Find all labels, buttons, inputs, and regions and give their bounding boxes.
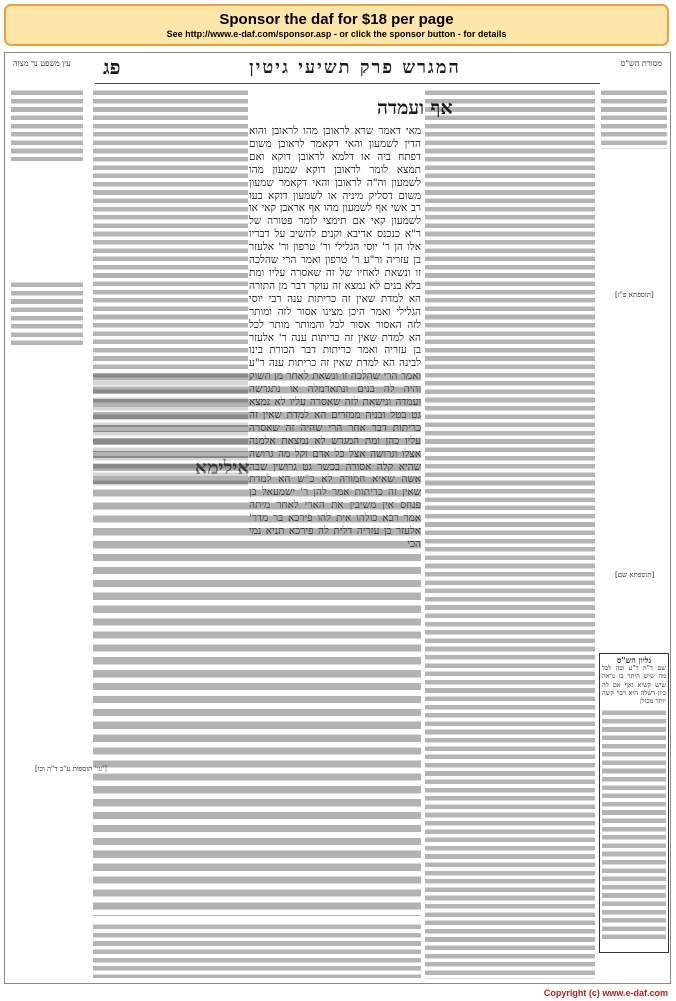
sponsor-title[interactable]: Sponsor the daf for $18 per page bbox=[219, 11, 454, 28]
daf-number: פג bbox=[103, 55, 121, 79]
gemara-opening-word: אף ועמדה bbox=[377, 97, 453, 119]
talmud-page bbox=[4, 52, 671, 984]
tosafot-lower bbox=[93, 923, 421, 978]
side-note-right-2: [תוספתא שם] bbox=[615, 571, 655, 579]
ein-mishpat-column bbox=[11, 89, 83, 299]
side-note-left: [עי' תוספות ע"ב ד"ה וכו'] bbox=[35, 765, 107, 773]
gilyon-title: גליון הש"ס bbox=[616, 655, 652, 665]
header-rule bbox=[95, 83, 600, 84]
masoret-hashas-header: מסורת הש"ס bbox=[620, 59, 662, 68]
gemara-word-ilima: אילימא bbox=[195, 457, 250, 479]
gilyon-text: שם ד"ה ר"ע ובה לכל מה שיש היתר בו נראה שיש קשיא ואף אם לה כיון דשלה היא דבר קשה יותר מכולן bbox=[602, 664, 666, 706]
masoret-column bbox=[601, 89, 667, 609]
sponsor-banner[interactable] bbox=[4, 4, 669, 46]
sponsor-subtitle: See http://www.e-daf.com/sponsor.asp - or click the sponsor button - for details bbox=[166, 29, 507, 39]
rashi-column bbox=[425, 89, 595, 994]
ein-mishpat-header: עין משפט נר מצוה bbox=[13, 59, 71, 68]
chapter-title: המגרש פרק תשיעי גיטין bbox=[249, 57, 461, 78]
gemara-text-upper: מאי דאמר שרא לראובן מהו לראובן והוא הדין לשמעון והאי דקאמר לראובן משום דפתח ביה או דלמא לראובן דוקא ואם תמצא לומר לראובן דוקא שמעון מהו לשמעון וה"ה לראובן והאי דקאמר שמעון משום דסליק מיניה או לשמעון דוקא בעו רב אשי אף לשמעון מהו אף אראבן קאי או לשמעון קאי אם תימצי לומר פטורה של ר"א כנכנס אריבא וקנים להשיב על דבריו אלו הן ר' יוסי הגלילי ור' טרפון ור' אלעזר בן עזריה ור"ע ר' טרפון ואמר הרי שהלכה זו ונשאת לאחיו של זה שאסרה עליו ומת בלא בנים לא נמצא זה עוקר דבר מן התורה הא למדת שאין זה כריתות ענה רבי יוסי הגלילי ואמר היכן מצינו אסור לזה ומותר לזה האסור אסור לכל והמותר מותר לכל הא למדת שאין זה כריתות ענה ר' אלעזר בן עזריה ואמר כריתות דבר הכורת בינו לבינה הא למדת שאין זה כריתות ענה ר"ע ואמר הרי שהלכה זו ונשאת לאחר מן השוק והיה לה בנים ונתארמלה או נתגרשה ועמדה ונישאת לזה שאסרה עליו לא נמצא גט בטל ובניה ממזרים הא למדת שאין זה כריתות דבר אחר הרי שהיה זה שאסרה עליו כהן ומת המגרש לא נמצאת אלמנה אצלו וגרושה אצל כל אדם וקל מה גרושה שהיא קלה אסורה בכשר גט גרושין שבה אשה שאיא חמורה לא כ"ש הא למדת שאין זה כריתות אמר להן ר' ישמעאל בן פנחס אין משיבין את הארי לאחר מיתה אמר רבא כולהו אית להו פירכא בר מדר' אלעזר בן עזריה דלית לה פירכא תניא נמי הכי bbox=[249, 125, 421, 550]
side-note-right-1: [תוספתא פ"ז] bbox=[615, 291, 654, 299]
copyright-link[interactable]: Copyright (c) www.e-daf.com bbox=[543, 988, 668, 998]
gilyon-hashas-box bbox=[599, 653, 669, 953]
gemara-text-lower bbox=[93, 371, 421, 916]
